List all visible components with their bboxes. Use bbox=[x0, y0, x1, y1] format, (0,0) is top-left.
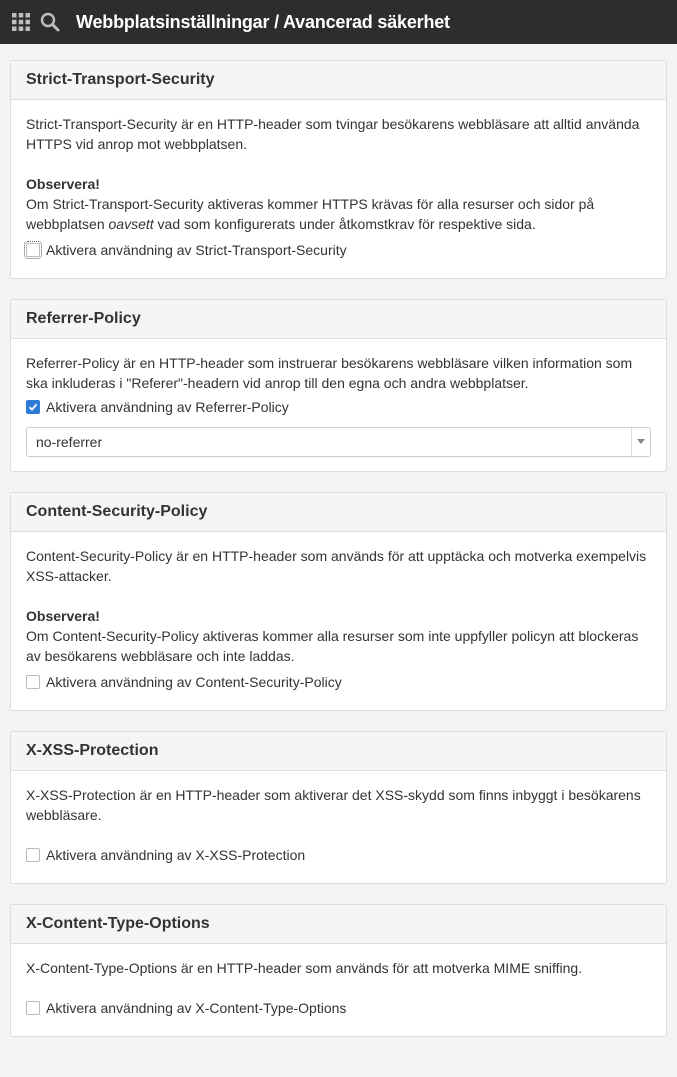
hsts-checkbox-row[interactable] bbox=[26, 240, 651, 260]
apps-grid-icon[interactable] bbox=[12, 13, 30, 31]
panel-heading: Referrer-Policy bbox=[11, 300, 666, 339]
referrer-policy-select[interactable] bbox=[26, 427, 651, 457]
select-value: no-referrer bbox=[36, 434, 103, 450]
note-text: Om Content-Security-Policy aktiveras kommer alla resurser som inte uppfyller policyn att blockeras av besökarens webbläsare och inte laddas. bbox=[26, 628, 639, 664]
csp-checkbox-row[interactable] bbox=[26, 672, 651, 692]
note-title: Observera! bbox=[26, 608, 100, 624]
panel-heading: X-Content-Type-Options bbox=[11, 905, 666, 944]
search-icon[interactable] bbox=[40, 12, 60, 32]
xss-checkbox[interactable] bbox=[26, 848, 40, 862]
chevron-down-icon[interactable] bbox=[631, 428, 650, 456]
settings-content bbox=[0, 44, 677, 1037]
hsts-checkbox[interactable] bbox=[26, 243, 40, 257]
xcto-checkbox[interactable] bbox=[26, 1001, 40, 1015]
page-title: Webbplatsinställningar / Avancerad säkerhet bbox=[76, 11, 450, 32]
panel-strict-transport-security bbox=[10, 60, 667, 279]
referrer-checkbox-row[interactable] bbox=[26, 397, 651, 417]
panel-heading: Strict-Transport-Security bbox=[11, 61, 666, 100]
referrer-checkbox[interactable] bbox=[26, 400, 40, 414]
panel-heading: Content-Security-Policy bbox=[11, 493, 666, 532]
panel-description: X-XSS-Protection är en HTTP-header som aktiverar det XSS-skydd som finns inbyggt i besökarens webbläsare. bbox=[26, 787, 641, 823]
csp-checkbox[interactable] bbox=[26, 675, 40, 689]
xcto-checkbox-row[interactable] bbox=[26, 998, 651, 1018]
checkbox-label[interactable]: Aktivera användning av X-XSS-Protection bbox=[46, 847, 306, 863]
top-bar bbox=[0, 0, 677, 44]
panel-description: Referrer-Policy är en HTTP-header som instruerar besökarens webbläsare vilken information som ska inkluderas i "Referer"-headern vid anrop till den egna och andra webbplatser. bbox=[26, 355, 633, 391]
panel-description: X-Content-Type-Options är en HTTP-header som används för att motverka MIME sniffing. bbox=[26, 960, 583, 976]
panel-description: Content-Security-Policy är en HTTP-header som används för att upptäcka och motverka exempelvis XSS-attacker. bbox=[26, 548, 647, 584]
checkbox-label[interactable]: Aktivera användning av Strict-Transport-Security bbox=[46, 242, 347, 258]
panel-heading: X-XSS-Protection bbox=[11, 732, 666, 771]
panel-x-xss-protection bbox=[10, 731, 667, 884]
checkbox-label[interactable]: Aktivera användning av Referrer-Policy bbox=[46, 399, 289, 415]
panel-content-security-policy bbox=[10, 492, 667, 711]
checkmark-icon bbox=[28, 402, 38, 412]
checkbox-label[interactable]: Aktivera användning av X-Content-Type-Options bbox=[46, 1000, 347, 1016]
note-text: Om Strict-Transport-Security aktiveras kommer HTTPS krävas för alla resurser och sidor på webbplatsen oavsett vad som konfigurerats under åtkomstkrav för respektive sida. bbox=[26, 196, 595, 232]
checkbox-label[interactable]: Aktivera användning av Content-Security-Policy bbox=[46, 674, 342, 690]
panel-x-content-type-options bbox=[10, 904, 667, 1037]
xss-checkbox-row[interactable] bbox=[26, 845, 651, 865]
panel-referrer-policy bbox=[10, 299, 667, 472]
panel-description: Strict-Transport-Security är en HTTP-header som tvingar besökarens webbläsare att alltid använda HTTPS vid anrop mot webbplatsen. bbox=[26, 116, 640, 152]
note-title: Observera! bbox=[26, 176, 100, 192]
